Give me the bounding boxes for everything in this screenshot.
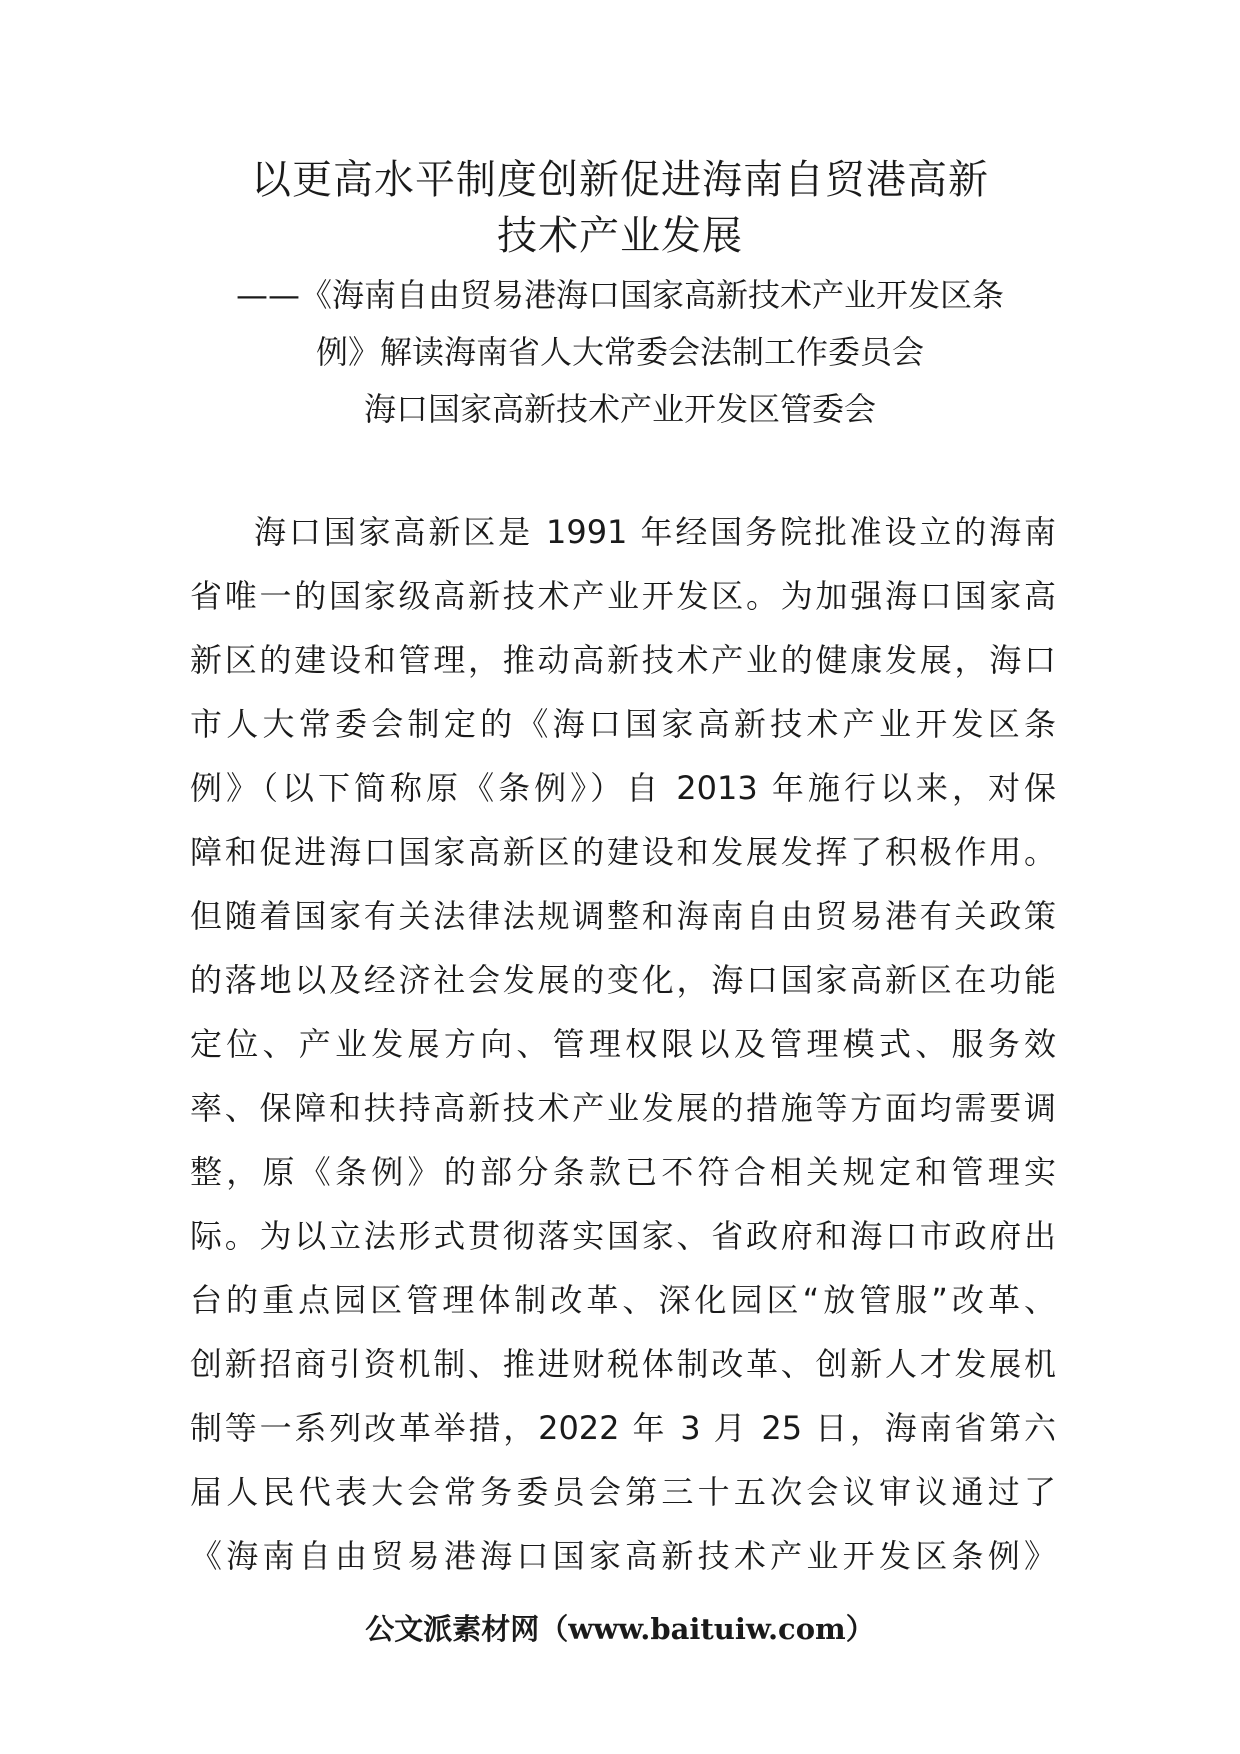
footer-watermark: 公文派素材网（www.baituiw.com） bbox=[365, 1612, 875, 1646]
document-subtitle-line-2: 例》解读海南省人大常委会法制工作委员会 bbox=[315, 333, 924, 371]
document-title-line-2: 技术产业发展 bbox=[497, 213, 743, 259]
body-line: 届人民代表大会常务委员会第三十五次会议审议通过了 bbox=[190, 1473, 1056, 1511]
body-line: 率、保障和扶持高新技术产业发展的措施等方面均需要调 bbox=[190, 1089, 1056, 1127]
body-line: 的落地以及经济社会发展的变化，海口国家高新区在功能 bbox=[190, 961, 1056, 999]
body-line: 新区的建设和管理，推动高新技术产业的健康发展，海口 bbox=[190, 641, 1056, 679]
document-subtitle-line-1: ——《海南自由贸易港海口国家高新技术产业开发区条 bbox=[235, 276, 1004, 314]
document-body bbox=[190, 500, 1056, 1588]
body-line: 际。为以立法形式贯彻落实国家、省政府和海口市政府出 bbox=[190, 1217, 1056, 1255]
body-line: 制等一系列改革举措，2022 年 3 月 25 日，海南省第六 bbox=[190, 1409, 1056, 1447]
body-line: 台的重点园区管理体制改革、深化园区“放管服”改革、 bbox=[190, 1281, 1056, 1319]
body-line: 例》（以下简称原《条例》）自 2013 年施行以来，对保 bbox=[190, 769, 1056, 807]
document-title-line-1: 以更高水平制度创新促进海南自贸港高新 bbox=[251, 157, 989, 203]
body-line: 障和促进海口国家高新区的建设和发展发挥了积极作用。 bbox=[190, 833, 1056, 871]
document-subtitle-line-3: 海口国家高新技术产业开发区管委会 bbox=[363, 390, 876, 428]
body-line: 定位、产业发展方向、管理权限以及管理模式、服务效 bbox=[190, 1025, 1056, 1063]
body-line: 市人大常委会制定的《海口国家高新技术产业开发区条 bbox=[190, 705, 1056, 743]
body-line: 《海南自由贸易港海口国家高新技术产业开发区条例》 bbox=[190, 1537, 1056, 1575]
body-line: 但随着国家有关法律法规调整和海南自由贸易港有关政策 bbox=[190, 897, 1056, 935]
body-line: 创新招商引资机制、推进财税体制改革、创新人才发展机 bbox=[190, 1345, 1056, 1383]
body-line: 省唯一的国家级高新技术产业开发区。为加强海口国家高 bbox=[190, 577, 1056, 615]
body-line: 海口国家高新区是 1991 年经国务院批准设立的海南 bbox=[254, 513, 1056, 551]
body-line: 整，原《条例》的部分条款已不符合相关规定和管理实 bbox=[190, 1153, 1056, 1191]
